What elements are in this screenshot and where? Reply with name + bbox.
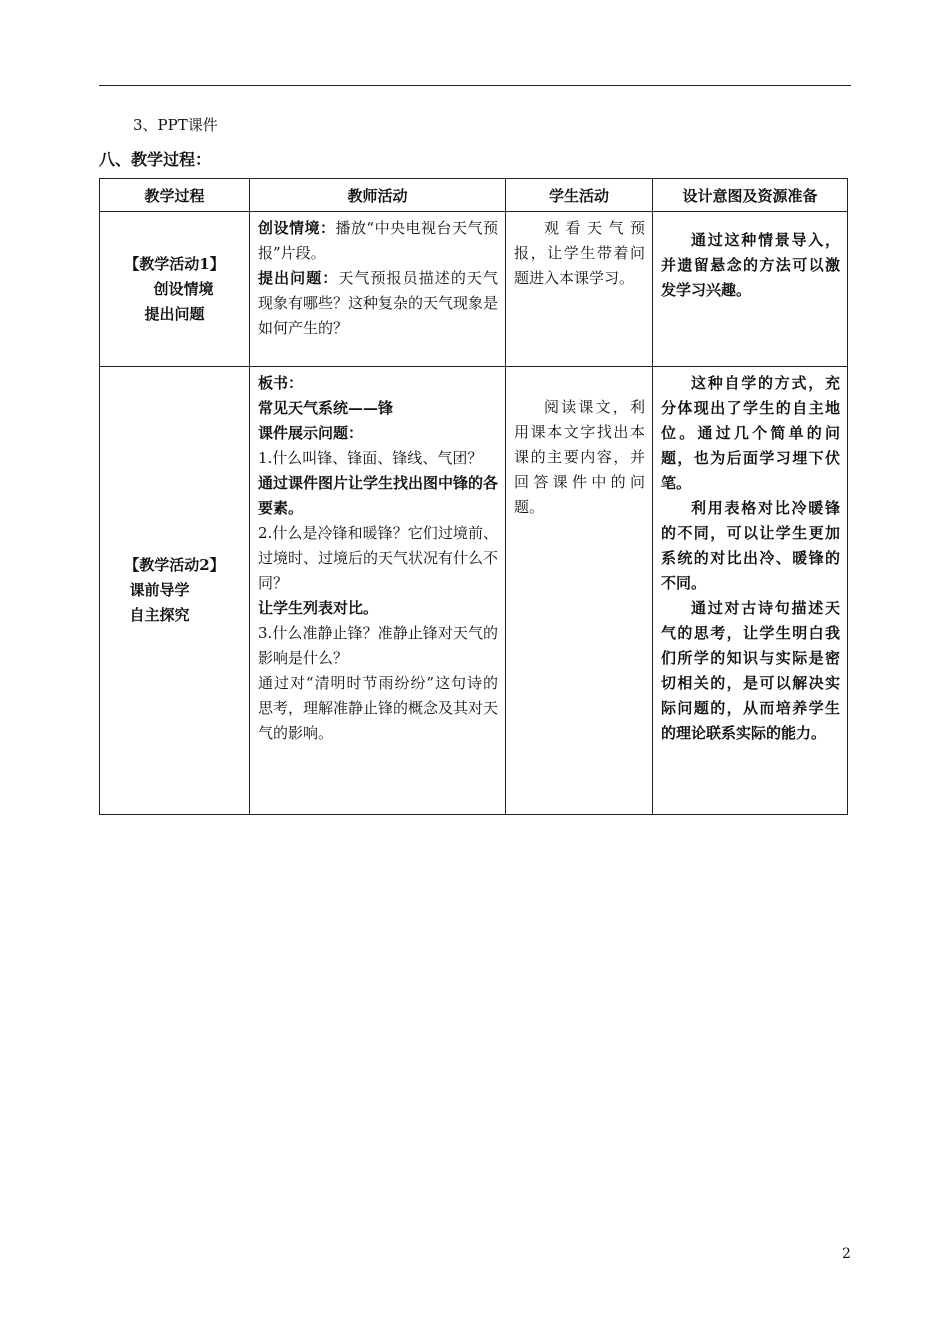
table-header-row [100,179,848,212]
activity-1-step-1: 创设情境 [153,279,214,298]
teacher-p2-text: 天气预报员描述的天气现象有哪些？这种复杂的天气现象是如何产生的？ [258,269,499,337]
materials-item: 3、PPT课件 [133,116,218,134]
teaching-process-table [99,178,848,815]
teacher-p2-label: 提出问题： [258,269,339,287]
teacher-p1-label: 创设情境： [258,219,336,237]
activity-2-step-2: 自主探究 [129,606,190,624]
header-rule [99,85,851,86]
header-process: 教学过程 [100,179,250,212]
activity-1-title: 【教学活动1】 [124,254,225,273]
activity-1-process [100,212,250,367]
teacher-question-2-note: 让学生列表对比。 [258,599,379,617]
student-text: 观看天气预报，让学生带着问题进入本课学习。 [514,219,645,287]
activity-1-teacher [250,212,506,367]
design-paragraph-3: 通过对古诗句描述天气的思考，让学生明白我们所学的知识与实际是密切相关的，是可以解决实际问题的，从而培养学生的理论联系实际的能力。 [661,599,840,742]
activity-2-design [653,367,848,815]
table-row-activity-1 [100,212,848,367]
teacher-question-2: 2.什么是冷锋和暖锋？它们过境前、过境时、过境后的天气状况有什么不同？ [258,524,499,592]
design-paragraph-1: 这种自学的方式，充分体现出了学生的自主地位。通过几个简单的问题，也为后面学习埋下伏笔。 [661,374,840,492]
page-number: 2 [842,1246,851,1262]
design-paragraph-2: 利用表格对比冷暖锋的不同，可以让学生更加系统的对比出冷、暖锋的不同。 [661,499,840,592]
activity-1-step-2: 提出问题 [144,304,205,323]
activity-1-student [506,212,653,367]
table-row-activity-2 [100,367,848,815]
header-teacher: 教师活动 [250,179,506,212]
header-student: 学生活动 [506,179,653,212]
teacher-p1-text: 播放“中央电视台天气预报”片段。 [258,219,498,262]
teacher-board-title: 常见天气系统——锋 [258,399,394,417]
student-text: 阅读课文，利用课本文字找出本课的主要内容，并回答课件中的问题。 [514,398,645,516]
activity-2-step-1: 课前导学 [129,581,190,599]
teacher-question-1: 1.什么叫锋、锋面、锋线、气团？ [258,449,483,467]
teacher-question-3: 3.什么准静止锋？准静止锋对天气的影响是什么？ [258,624,498,667]
section-title: 八、教学过程： [99,150,212,169]
header-design: 设计意图及资源准备 [653,179,848,212]
activity-2-process [100,367,250,815]
activity-2-student [506,367,653,815]
teacher-question-1-note: 通过课件图片让学生找出图中锋的各要素。 [258,474,499,517]
teacher-board-label: 板书： [258,374,304,392]
teacher-question-3-note: 通过对“清明时节雨纷纷”这句诗的思考，理解准静止锋的概念及其对天气的影响。 [258,674,499,742]
design-text: 通过这种情景导入，并遗留悬念的方法可以激发学习兴趣。 [661,231,840,299]
activity-2-title: 【教学活动2】 [124,556,225,574]
activity-1-design [653,212,848,367]
activity-2-teacher [250,367,506,815]
teacher-slides-label: 课件展示问题： [258,424,364,442]
